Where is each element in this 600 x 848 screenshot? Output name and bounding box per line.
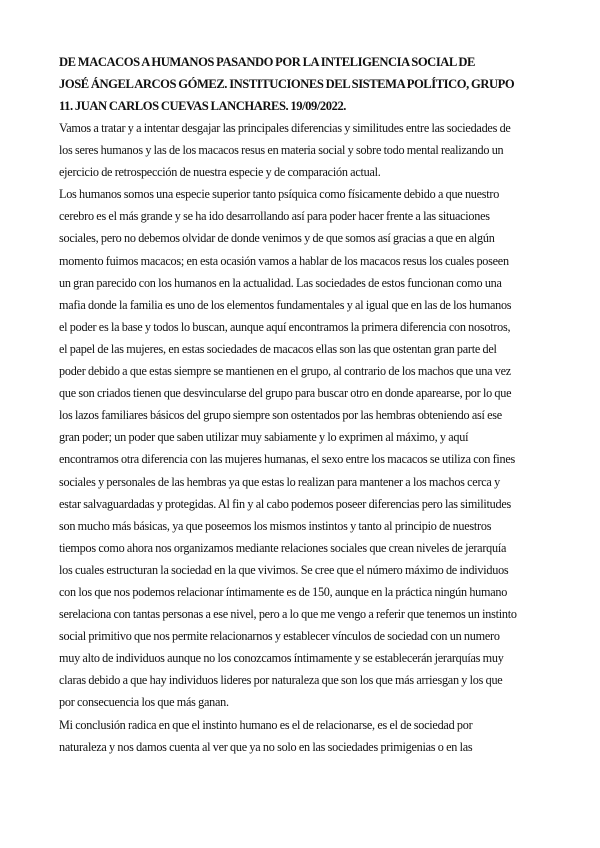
text-line: que son criados tienen que desvincularse del grupo para buscar otro en donde aparearse, por lo que [59, 386, 512, 401]
text-line: los cuales estructuran la sociedad en la que vivimos. Se cree que el número máximo de individuos [59, 562, 509, 577]
text-line: Los humanos somos una especie superior tanto psíquica como físicamente debido a que nuestro [59, 187, 500, 202]
paragraph-body [59, 183, 530, 713]
text-line: sociales y personales de las hembras ya que estas lo realizan para mantener a los machos cerca y [59, 474, 500, 489]
text-line: encontramos otra diferencia con las mujeres humanas, el sexo entre los macacos se utiliza con fines [59, 452, 516, 467]
text-line: claras debido a que hay individuos lideres por naturaleza que son los que más arriesgan y los que [59, 673, 503, 688]
text-line: poder debido a que estas siempre se mantienen en el grupo, al contrario de los machos que una vez [59, 364, 511, 379]
text-line: Vamos a tratar y a intentar desgajar las principales diferencias y similitudes entre las sociedades de [59, 121, 511, 135]
paragraph-conclusion [59, 714, 530, 758]
text-line: los seres humanos y las de los macacos resus en materia social y sobre todo mental realizando un [59, 143, 504, 158]
text-line: los lazos familiares básicos del grupo siempre son ostentados por las hembras obteniendo así ese [59, 408, 502, 423]
title-line: 11. JUAN CARLOS CUEVAS LANCHARES. 19/09/2022. [59, 99, 347, 113]
title-line: DE MACACOS A HUMANOS PASANDO POR LA INTELIGENCIA SOCIAL DE [59, 55, 475, 69]
title-line: JOSÉ ÁNGEL ARCOS GÓMEZ. INSTITUCIONES DEL SISTEMA POLÍTICO, GRUPO [59, 77, 515, 91]
text-line: cerebro es el más grande y se ha ido desarrollando así para poder hacer frente a las situaciones [59, 209, 490, 224]
text-line: serelaciona con tantas personas a ese nivel, pero a lo que me vengo a referir que tenemos un instinto [59, 607, 517, 622]
text-line: un gran parecido con los humanos en la actualidad. Las sociedades de estos funcionan como una [59, 275, 502, 290]
document-title [59, 51, 530, 117]
text-line: mafia donde la familia es uno de los elementos fundamentales y al igual que en las de los humanos [59, 297, 512, 312]
text-line: tiempos como ahora nos organizamos mediante relaciones sociales que crean niveles de jerarquía [59, 540, 507, 555]
paragraph-introduction [59, 117, 530, 183]
text-line: ejercicio de retrospección de nuestra especie y de comparación actual. [59, 165, 381, 180]
text-line: el poder es la base y todos lo buscan, aunque aquí encontramos la primera diferencia con nosotros, [59, 319, 511, 334]
text-line: Mi conclusión radica en que el instinto humano es el de relacionarse, es el de sociedad por [59, 717, 473, 732]
text-line: son mucho más básicas, ya que poseemos los mismos instintos y tanto al principio de nuestros [59, 518, 492, 533]
text-line: con los que nos podemos relacionar íntimamente es de 150, aunque en la práctica ningún humano [59, 584, 508, 599]
text-line: social primitivo que nos permite relacionarnos y establecer vínculos de sociedad con un numero [59, 629, 500, 644]
text-line: momento fuimos macacos; en esta ocasión vamos a hablar de los macacos resus los cuales poseen [59, 253, 509, 268]
text-line: naturaleza y nos damos cuenta al ver que ya no solo en las sociedades primigenias o en las [59, 739, 473, 754]
text-line: sociales, pero no debemos olvidar de donde venimos y de que somos así gracias a que en algún [59, 231, 495, 246]
text-line: por consecuencia los que más ganan. [59, 695, 229, 710]
text-line: estar salvaguardadas y protegidas. Al fin y al cabo podemos poseer diferencias pero las similitudes [59, 496, 511, 511]
text-line: muy alto de individuos aunque no los conozcamos íntimamente y se establecerán jerarquías muy [59, 651, 504, 666]
text-line: gran poder; un poder que saben utilizar muy sabiamente y lo exprimen al máximo, y aquí [59, 430, 469, 445]
text-line: el papel de las mujeres, en estas sociedades de macacos ellas son las que ostentan gran parte del [59, 341, 497, 356]
